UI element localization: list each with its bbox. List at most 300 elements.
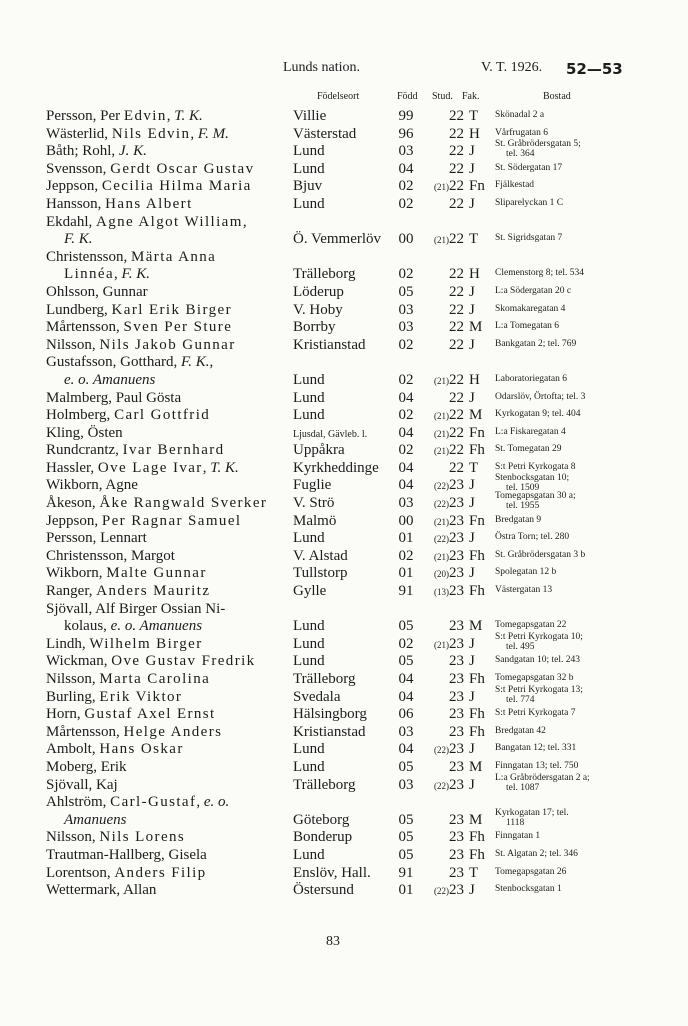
name-part: e. o. [203,794,230,811]
birthplace: Lund [293,389,325,406]
address-line: S:t Petri Kyrkogata 8 [495,461,576,472]
table-row [0,807,688,830]
name-part: Anders Mauritz [96,583,211,600]
address [495,673,573,683]
student-name [64,812,127,829]
name-part: T. K. [210,459,239,476]
faculty: J [469,389,475,406]
address-line: Vårfrugatan 6 [495,127,549,138]
address [495,761,578,771]
address [495,620,566,630]
student-name [46,337,236,354]
student-name [64,266,150,283]
name-part: Båth; Rohl, [46,143,119,160]
table-row [0,548,688,566]
table-row [0,319,688,337]
enrol-year: 23 [449,671,464,687]
name-part: e. o. Amanuens [110,618,203,635]
name-part: Cecilia Hilma Maria [101,178,252,195]
enrol-year: 22 [449,301,464,318]
birthplace: Enslöv, Hall. [293,864,371,881]
birth-year: 03 [398,143,414,160]
birth-year: 00 [398,231,414,248]
name-part: Wickman, [46,653,112,670]
prior-year: (21) [434,182,449,193]
study-year [420,178,464,195]
name-part: Burling, [46,688,100,705]
birth-year: 02 [398,336,414,353]
name-part: Edvin [123,108,167,124]
name-part: Svensson, [46,160,111,177]
enrol-year: 23 [449,776,464,793]
study-year [420,407,464,424]
address [495,867,566,877]
birth-year: 05 [398,811,414,828]
student-name [46,636,203,653]
faculty: Fh [469,706,485,723]
name-part: Persson, Per [46,108,124,124]
table-row [0,565,688,583]
birth-year: 03 [398,776,414,793]
name-part: Jeppson, [46,512,102,529]
birthplace: Trälleborg [293,776,356,793]
faculty: Fh [469,547,485,564]
prior-year: (21) [434,235,449,246]
study-year [420,548,464,565]
name-part: Sjövall, Alf Birger Ossian Ni- [46,600,226,617]
study-year [420,477,464,494]
student-name [46,829,185,846]
name-part: Ove Lage Ivar [97,459,203,476]
table-row [0,882,688,900]
study-year [420,143,464,160]
table-row [0,865,688,883]
page-range: 52—53 [566,60,623,78]
enrol-year: 23 [449,583,464,600]
address [495,198,563,208]
birth-year: 05 [398,829,414,846]
student-name [46,706,216,723]
birthplace: Kristianstad [293,723,366,740]
enrol-year: 23 [449,811,464,828]
birth-year: 02 [398,407,414,424]
birth-year: 06 [398,706,414,723]
name-part: Per Ragnar Samuel [101,512,242,529]
prior-year: (21) [434,516,449,527]
student-name [46,126,229,143]
name-part: Holmberg, [46,407,115,424]
faculty: M [469,758,483,775]
enrol-year: 22 [449,442,464,459]
faculty: Fh [469,583,485,600]
faculty: J [469,635,475,652]
birthplace: Lund [293,160,325,177]
name-part: T. K. [174,108,203,124]
name-part: Gustaf Axel Ernst [84,706,216,723]
column-headers [0,91,688,105]
address-line: Laboratoriegatan 6 [495,373,568,384]
address [495,884,562,894]
student-name [46,601,225,618]
name-part: Malmberg, Paul Gösta [46,389,182,406]
birth-year: 02 [398,266,414,283]
name-continuation-row [0,601,688,619]
birth-year: 91 [398,864,414,881]
address [495,268,584,278]
birthplace: Lund [293,741,325,758]
address-line: St. Gråbrödersgatan 5; [495,139,581,150]
table-row [0,337,688,355]
name-part: Mårtensson, [46,723,124,740]
birth-year: 04 [398,160,414,177]
name-part: F. M. [197,125,229,142]
name-part: Christensson, [46,248,132,265]
address [495,515,541,525]
name-part: Lundberg, [46,301,112,318]
address [495,339,576,349]
name-part: Ambolt, [46,741,100,758]
address-line: Stenbocksgatan 10; [495,473,570,484]
faculty: J [469,530,475,547]
name-part: Erik Viktor [99,688,183,705]
faculty: J [469,776,475,793]
faculty: M [469,811,483,828]
faculty: J [469,565,475,582]
table-row [0,706,688,724]
address-line: Bankgatan 2; tel. 769 [495,338,577,349]
birthplace: Ö. Vemmerlöv [293,231,382,248]
name-part: Karl Erik Birger [111,301,232,318]
birthplace: Lund [293,407,325,424]
table-row [0,178,688,196]
address-line: St. Tomegatan 29 [495,444,562,455]
birthplace: Svedala [293,688,341,705]
faculty: J [469,143,475,160]
name-part: Wikborn, Agne [46,477,138,494]
student-name [46,302,232,319]
faculty: Fn [469,178,485,195]
student-name [46,196,193,213]
prior-year: (21) [434,428,449,439]
name-part: , [202,459,211,476]
faculty: J [469,336,475,353]
enrol-year: 23 [449,653,464,670]
student-name [64,231,92,248]
enrol-year: 22 [449,195,464,212]
prior-year: (21) [434,639,449,650]
birthplace: Lund [293,635,325,652]
student-register [0,108,688,900]
address [495,532,569,542]
table-row [0,126,688,144]
table-row [0,196,688,214]
prior-year: (22) [434,780,449,791]
name-part: Hans Albert [105,195,193,212]
name-part: Ohlsson, Gunnar [46,283,148,300]
name-part: J. K. [118,143,147,160]
name-part: Linnéa [64,266,115,283]
enrol-year: 22 [449,283,464,300]
address-line: L:a Gråbrödersgatan 2 a; [495,772,590,783]
table-row [0,829,688,847]
name-part: Hassler, [46,459,98,476]
enrol-year: 23 [449,846,464,863]
student-name [46,284,148,301]
prior-year: (21) [434,411,449,422]
address-line: L:a Fiskaregatan 4 [495,426,566,437]
birthplace: Malmö [293,512,337,529]
table-row [0,618,688,636]
address-line: Tomegapsgatan 30 a; [495,491,576,502]
study-year [420,390,464,407]
student-name [46,724,222,741]
student-name [46,882,156,899]
name-part: Anders Filip [114,864,207,881]
prior-year: (13) [434,587,449,598]
birthplace: Bjuv [293,178,323,195]
name-part: , [196,794,204,811]
enrol-year: 23 [449,547,464,564]
address-line: Kyrkogatan 9; tel. 404 [495,409,581,420]
student-name [46,442,225,459]
address [495,444,561,454]
table-row [0,473,688,495]
prior-year: (22) [434,499,449,510]
student-name [46,565,207,582]
student-name [46,847,207,864]
birthplace: V. Strö [293,495,335,512]
birth-year: 03 [398,723,414,740]
birth-year: 04 [398,688,414,705]
enrol-year: 22 [449,407,464,424]
enrol-year: 22 [449,108,464,124]
address-line: S:t Petri Kyrkogata 10; [495,631,583,642]
running-head: Lunds nation. [283,60,360,75]
address-line: tel. 364 [506,149,535,160]
name-part: Horn, [46,706,85,723]
enrol-year: 23 [449,758,464,775]
study-year [420,460,464,477]
study-year [420,882,464,899]
study-year [420,530,464,547]
address-line: L:a Södergatan 20 c [495,285,572,296]
study-year [420,724,464,741]
table-row [0,583,688,601]
name-part: Persson, Lennart [46,530,147,547]
birthplace: V. Alstad [293,547,348,564]
page-number: 83 [326,934,340,949]
faculty: H [469,371,480,388]
address [495,632,583,652]
study-year [420,126,464,143]
col-stud: Stud. [432,91,453,102]
study-year [420,513,464,530]
address-line: St. Algatan 2; tel. 346 [495,848,578,859]
student-name [46,865,207,882]
student-name [46,178,252,195]
name-part: Lorentson, [46,864,115,881]
address-line: Fjälkestad [495,180,535,191]
study-year [420,302,464,319]
name-part: , [209,354,214,371]
table-row [0,372,688,390]
name-part: Hans Oskar [99,741,184,758]
table-row [0,407,688,425]
address-line: Kyrkogatan 17; tel. [495,807,569,818]
table-row [0,302,688,320]
student-name [46,214,247,231]
study-year [420,653,464,670]
student-name [46,794,229,811]
student-name [46,495,267,512]
page-header [0,60,688,80]
birthplace: Fuglie [293,477,332,494]
address-line: Bredgatan 42 [495,725,546,736]
enrol-year: 23 [449,635,464,652]
enrol-year: 22 [449,266,464,283]
table-row [0,284,688,302]
name-part: Christensson, Margot [46,547,175,564]
name-part: , [114,266,122,283]
faculty: H [469,266,480,283]
faculty: M [469,407,483,424]
student-name [46,759,127,776]
name-part: Kling, Östen [46,424,123,441]
name-part: Gustafsson, Gotthard, [46,354,181,371]
prior-year: (21) [434,375,449,386]
term-label: V. T. 1926. [481,60,543,75]
name-part: Gerdt Oscar Gustav [110,160,255,177]
birthplace: Borrby [293,319,336,336]
address [495,550,585,560]
faculty: J [469,882,475,899]
student-name [46,143,147,160]
birth-year: 99 [398,108,414,124]
table-row [0,653,688,671]
address-line: 1118 [506,817,525,828]
table-row [0,741,688,759]
study-year [420,442,464,459]
address [495,708,575,718]
birthplace: Löderup [293,283,344,300]
name-part: Ove Gustav Fredrik [111,653,256,670]
faculty: M [469,618,483,635]
enrol-year: 23 [449,530,464,547]
name-part: e. o. Amanuens [64,371,156,388]
address-line: Östra Torn; tel. 280 [495,532,570,543]
table-row [0,724,688,742]
name-part: Jeppson, [46,178,102,195]
name-part: Carl Gottfrid [114,407,211,424]
address [495,233,562,243]
birthplace: Lund [293,618,325,635]
birth-year: 04 [398,459,414,476]
faculty: Fn [469,424,485,441]
address-line: tel. 495 [506,641,535,652]
study-year [420,565,464,582]
faculty: Fn [469,512,485,529]
faculty: J [469,653,475,670]
student-name [46,477,138,494]
faculty: J [469,195,475,212]
table-row [0,425,688,443]
birthplace: Lund [293,143,325,160]
student-name [64,372,155,389]
birth-year: 02 [398,178,414,195]
birth-year: 05 [398,283,414,300]
name-part: Wettermark, Allan [46,882,157,899]
address [495,567,556,577]
study-year [420,337,464,354]
student-name [46,161,255,178]
address [495,286,571,296]
address [495,849,578,859]
address-line: Odarslöv, Örtofta; tel. 3 [495,391,586,402]
table-row [0,231,688,249]
address-line: L:a Tomegatan 6 [495,321,560,332]
name-continuation-row [0,214,688,232]
study-year [420,741,464,758]
student-name [46,249,216,266]
student-name [46,671,210,688]
enrol-year: 23 [449,829,464,846]
enrol-year: 22 [449,336,464,353]
address [495,773,590,793]
birth-year: 05 [398,758,414,775]
table-row [0,491,688,513]
birthplace: Trälleborg [293,266,356,283]
birth-year: 02 [398,371,414,388]
enrol-year: 23 [449,723,464,740]
address-line: tel. 1509 [506,483,540,494]
table-row [0,390,688,408]
birth-year: 03 [398,319,414,336]
birth-year: 05 [398,653,414,670]
birth-year: 01 [398,530,414,547]
address [495,585,552,595]
name-part: Rundcrantz, [46,442,123,459]
student-name [46,741,184,758]
address [495,685,583,705]
address-line: Clemenstorg 8; tel. 534 [495,268,585,279]
name-part: Nilsson, [46,336,100,353]
faculty: J [469,160,475,177]
name-part: Nils Edvin [111,125,191,142]
name-part: Lindh, [46,635,90,652]
name-part: Wästerlid, [46,125,112,142]
table-row [0,671,688,689]
address [495,392,585,402]
study-year [420,196,464,213]
student-name [46,653,256,670]
faculty: J [469,741,475,758]
enrol-year: 23 [449,495,464,512]
prior-year: (22) [434,481,449,492]
birth-year: 91 [398,583,414,600]
enrol-year: 22 [449,231,464,248]
enrol-year: 22 [449,178,464,195]
enrol-year: 22 [449,319,464,336]
faculty: Fh [469,671,485,687]
name-continuation-row [0,249,688,267]
address-line: Tomegapsgatan 32 b [495,673,574,683]
enrol-year: 23 [449,618,464,635]
birthplace: Tullstorp [293,565,348,582]
birthplace: Lund [293,846,325,863]
address-line: Tomegapsgatan 22 [495,620,567,631]
student-name [64,618,202,635]
name-part: Märta Anna [131,248,217,265]
